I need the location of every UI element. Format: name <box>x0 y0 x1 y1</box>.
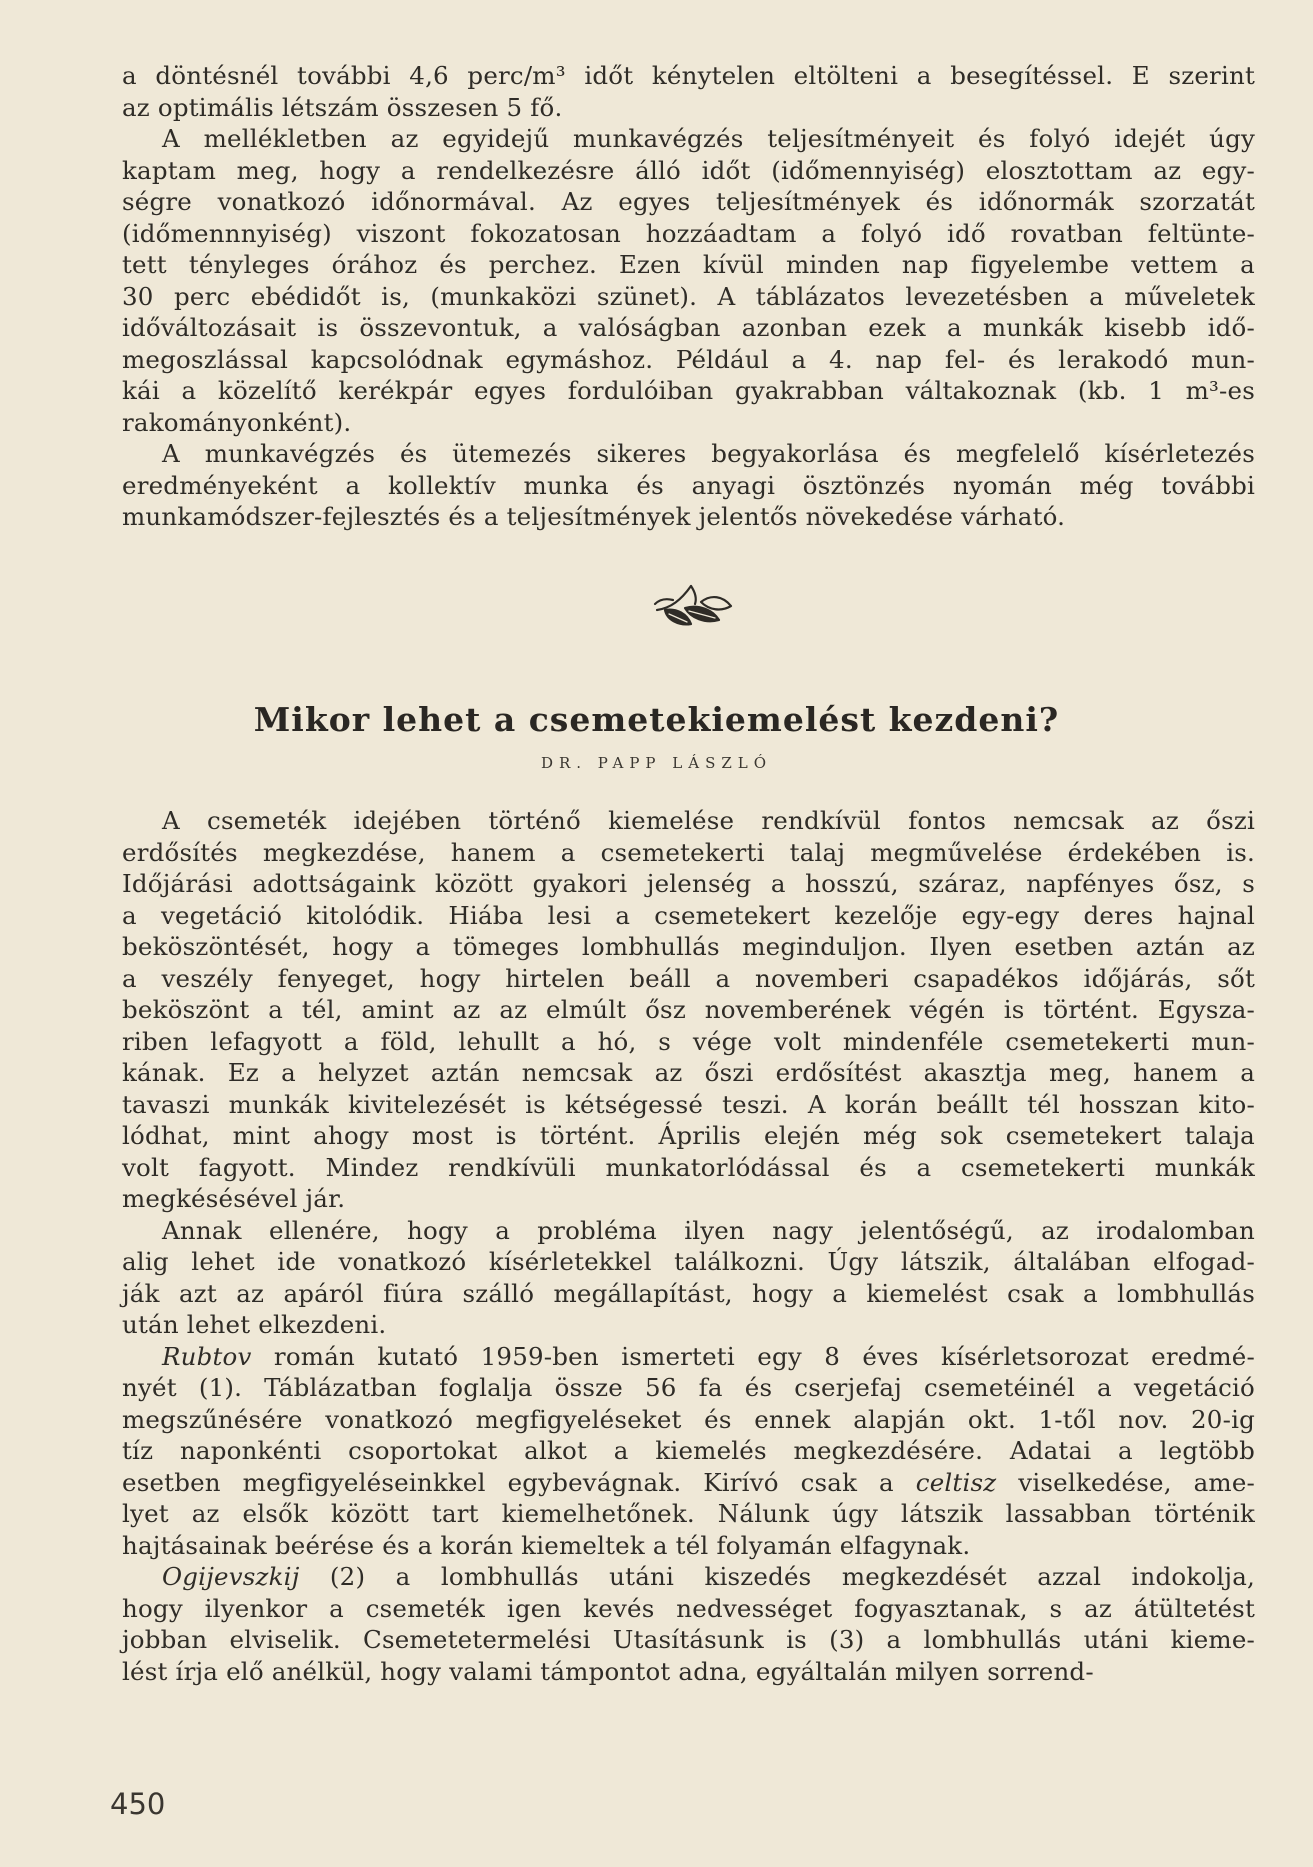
text-line: Időjárási adottságaink között gyakori jelenség a hosszú, száraz, napfényes ősz, s <box>122 869 1255 898</box>
text-line: munkamódszer-fejlesztés és a teljesítmények jelentős növekedése várható. <box>122 502 1066 531</box>
text-line: időváltozásait is összevontuk, a valóságban azonban ezek a munkák kisebb idő- <box>122 313 1255 342</box>
text-line: tett tényleges órához és perchez. Ezen kívül minden nap figyelembe vettem a <box>122 250 1255 279</box>
text-line: erdősítés megkezdése, hanem a csemetekerti talaj megművelése érdekében is. <box>122 837 1255 867</box>
previous-article-text <box>122 60 1255 533</box>
text-line: tavaszi munkák kivitelezését is kétségessé teszi. A korán beállt tél hosszan kito- <box>122 1089 1255 1119</box>
paragraph <box>122 60 1255 123</box>
text-line: A mellékletben az egyidejű munkavégzés teljesítményeit és folyó idejét úgy <box>162 124 1255 153</box>
text-line: A munkavégzés és ütemezés sikeres begyakorlása és megfelelő kísérletezés <box>162 439 1255 468</box>
paragraph <box>122 123 1255 438</box>
text-line: jobban elviselik. Csemetetermelési Utasításunk is (3) a lombhullás utáni kieme- <box>122 1625 1255 1654</box>
text-line: kának. Ez a helyzet aztán nemcsak az őszi erdősítést akasztja meg, hanem a <box>122 1058 1255 1087</box>
leaf-ornament-icon <box>651 580 733 630</box>
text-line: 30 perc ebédidőt is, (munkaközi szünet). A táblázatos levezetésben a műveletek <box>122 281 1255 311</box>
text-line: volt fagyott. Mindez rendkívüli munkatorlódással és a csemetekerti munkák <box>122 1152 1255 1182</box>
text-line: hogy ilyenkor a csemeték igen kevés nedvességet fogyasztanak, s az átültetést <box>122 1593 1255 1623</box>
page-number: 450 <box>110 1787 166 1821</box>
text-line: Ogijevszkij (2) a lombhullás utáni kiszedés megkezdését azzal indokolja, <box>162 1562 1255 1591</box>
paragraph <box>122 1215 1255 1341</box>
text-line: a veszély fenyeget, hogy hirtelen beáll a novemberi csapadékos időjárás, sőt <box>122 963 1255 993</box>
text-line: Annak ellenére, hogy a probléma ilyen nagy jelentőségű, az irodalomban <box>162 1215 1255 1245</box>
text-line: esetben megfigyeléseinkkel egybevágnak. Kirívó csak a celtisz viselkedése, ame- <box>122 1467 1255 1497</box>
text-line: alig lehet ide vonatkozó kísérletekkel találkozni. Úgy látszik, általában elfogad- <box>122 1247 1255 1276</box>
text-line: megoszlással kapcsolódnak egymáshoz. Például a 4. nap fel- és lerakodó mun- <box>122 344 1255 374</box>
text-line: lódhat, mint ahogy most is történt. Április elején még sok csemetekert talaja <box>122 1121 1255 1150</box>
text-line: lést írja elő anélkül, hogy valami támpontot adna, egyáltalán milyen sorrend- <box>122 1656 1094 1686</box>
text-line: tíz naponkénti csoportokat alkot a kiemelés megkezdésére. Adatai a legtöbb <box>122 1436 1255 1465</box>
paragraph <box>122 1561 1255 1687</box>
article-body <box>122 805 1255 1687</box>
text-line: A csemeték idejében történő kiemelése rendkívül fontos nemcsak az őszi <box>162 806 1255 835</box>
text-line: beköszöntését, hogy a tömeges lombhullás meginduljon. Ilyen esetben aztán az <box>122 932 1255 961</box>
text-line: hajtásainak beérése és a korán kiemeltek a tél folyamán elfagynak. <box>122 1530 971 1560</box>
text-line: megszűnésére vonatkozó megfigyeléseket és ennek alapján okt. 1-től nov. 20-ig <box>122 1404 1255 1434</box>
paragraph <box>122 438 1255 533</box>
text-line: beköszönt a tél, amint az az elmúlt ősz novemberének végén is történt. Egysza- <box>122 995 1255 1024</box>
text-line: az optimális létszám összesen 5 fő. <box>122 92 563 122</box>
text-line: lyet az elsők között tart kiemelhetőnek. Nálunk úgy látszik lassabban történik <box>122 1499 1255 1528</box>
text-line: riben lefagyott a föld, lehullt a hó, s vége volt mindenféle csemetekerti mun- <box>122 1026 1255 1056</box>
text-line: Rubtov román kutató 1959-ben ismerteti egy 8 éves kísérletsorozat eredmé- <box>162 1341 1255 1371</box>
text-line: megkésésével jár. <box>122 1184 346 1213</box>
text-line: után lehet elkezdeni. <box>122 1310 387 1339</box>
text-line: nyét (1). Táblázatban foglalja össze 56 fa és cserjefaj csemetéinél a vegetáció <box>122 1373 1255 1402</box>
text-line: (időmennnyiség) viszont fokozatosan hozzáadtam a folyó idő rovatban feltünte- <box>122 218 1255 248</box>
text-line: ják azt az apáról fiúra szálló megállapítást, hogy a kiemelést csak a lombhullás <box>122 1278 1255 1308</box>
text-line: kaptam meg, hogy a rendelkezésre álló időt (időmennyiség) elosztottam az egy- <box>122 155 1255 185</box>
text-line: eredményeként a kollektív munka és anyagi ösztönzés nyomán még további <box>122 470 1255 500</box>
paragraph <box>122 1341 1255 1562</box>
article-title: Mikor lehet a csemetekiemelést kezdeni? <box>253 700 1060 739</box>
text-line: ségre vonatkozó időnormával. Az egyes teljesítmények és időnormák szorzatát <box>122 187 1255 216</box>
paragraph <box>122 805 1255 1215</box>
text-line: a döntésnél további 4,6 perc/m³ időt kénytelen eltölteni a besegítéssel. E szerint <box>122 61 1255 90</box>
text-line: kái a közelítő kerékpár egyes fordulóiban gyakrabban váltakoznak (kb. 1 m³-es <box>122 376 1255 405</box>
text-line: rakományonként). <box>122 407 352 437</box>
article-author: DR. PAPP LÁSZLÓ <box>540 754 773 772</box>
text-line: a vegetáció kitolódik. Hiába lesi a csemetekert kezelője egy-egy deres hajnal <box>122 900 1255 930</box>
